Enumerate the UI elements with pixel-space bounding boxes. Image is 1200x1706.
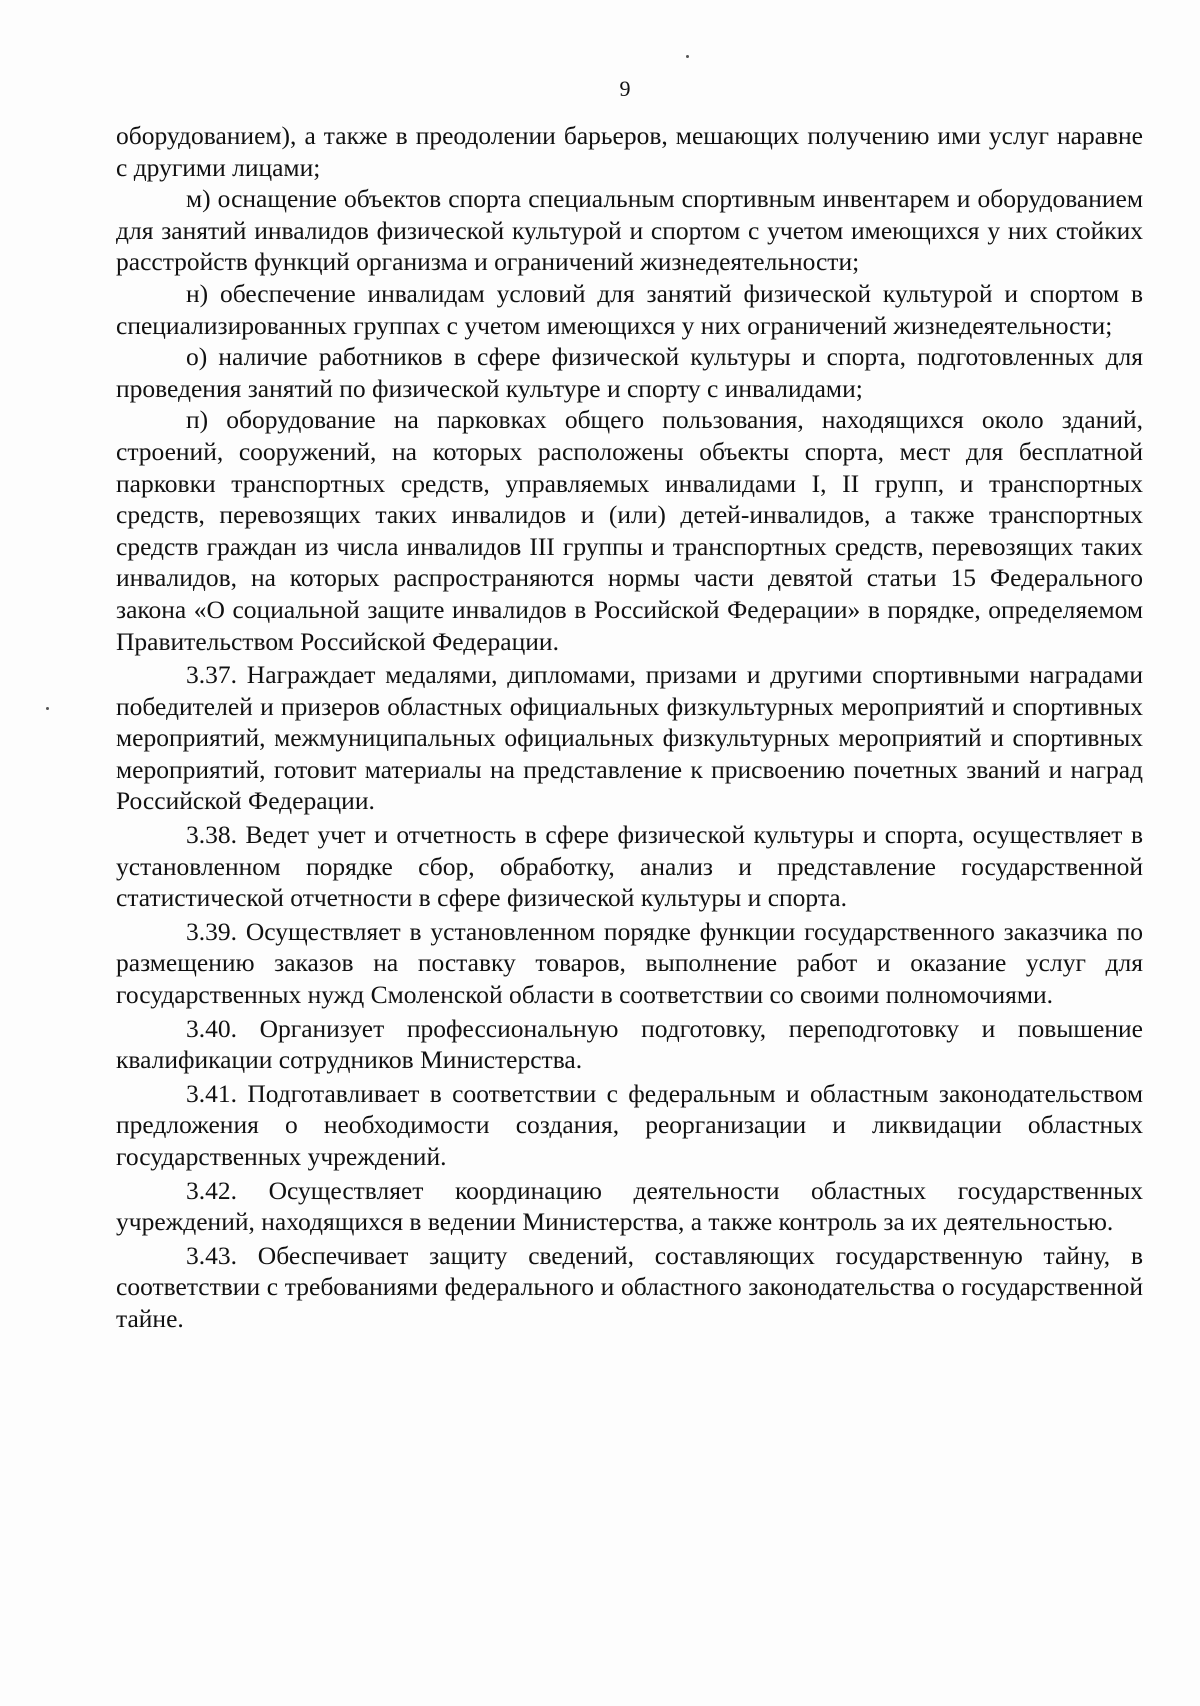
paragraph-item-o: о) наличие работников в сфере физической культуры и спорта, подготовленных для проведения занятий по физической культуре и спорту с инвалидами; — [116, 342, 1143, 403]
paragraph-3-39: 3.39. Осуществляет в установленном порядке функции государственного заказчика по размещению заказов на поставку товаров, выполнение работ и оказание услуг для государственных нужд Смоленской области в соответствии со своими полномочиями. — [116, 916, 1143, 1010]
paragraph-3-40: 3.40. Организует профессиональную подготовку, переподготовку и повышение квалификации сотрудников Министерства. — [116, 1013, 1143, 1075]
document-body — [116, 120, 1143, 1335]
paragraph-item-n: н) обеспечение инвалидам условий для занятий физической культурой и спортом в специализированных группах с учетом имеющихся у них ограничений жизнедеятельности; — [116, 278, 1143, 340]
page-number: 9 — [619, 76, 631, 101]
paragraph-3-42: 3.42. Осуществляет координацию деятельности областных государственных учреждений, находящихся в ведении Министерства, а также контроль за их деятельностью. — [116, 1175, 1143, 1237]
paragraph-item-m: м) оснащение объектов спорта специальным спортивным инвентарем и оборудованием для занятий инвалидов физической культурой и спортом с учетом имеющихся у них стойких расстройств функций организма и ограничений жизнедеятельности; — [116, 184, 1143, 277]
paragraph-item-p: п) оборудование на парковках общего пользования, находящихся около зданий, строений, сооружений, на которых расположены объекты спорта, мест для бесплатной парковки транспортных средств, управляемых инвалидами I, II групп, и транспортных средств, перевозящих таких инвалидов и (или) детей-инвалидов, а также транспортных средств граждан из числа инвалидов III группы и транспортных средств, перевозящих таких инвалидов, на которых распространяются нормы части девятой статьи 15 Федерального закона «О социальной защите инвалидов в Российской Федерации» в порядке, определяемом Правительством Российской Федерации. — [116, 405, 1143, 656]
paragraph: оборудованием), а также в преодолении барьеров, мешающих получению ими услуг наравне с другими лицами; — [116, 121, 1143, 182]
paragraph-3-41: 3.41. Подготавливает в соответствии с федеральным и областным законодательством предложения о необходимости создания, реорганизации и ликвидации областных государственных учреждений. — [116, 1078, 1143, 1171]
paragraph-3-43: 3.43. Обеспечивает защиту сведений, составляющих государственную тайну, в соответствии с требованиями федерального и областного законодательства о государственной тайне. — [116, 1240, 1143, 1333]
paragraph-3-37: 3.37. Награждает медалями, дипломами, призами и другими спортивными наградами победителей и призеров областных официальных физкультурных мероприятий и спортивных мероприятий, межмуниципальных официальных физкультурных мероприятий и спортивных мероприятий, готовит материалы на представление к присвоению почетных званий и наград Российской Федерации. — [116, 660, 1143, 816]
scan-speck — [46, 707, 49, 710]
paragraph-3-38: 3.38. Ведет учет и отчетность в сфере физической культуры и спорта, осуществляет в установленном порядке сбор, обработку, анализ и представление государственной статистической отчетности в сфере физической культуры и спорта. — [116, 820, 1143, 913]
scan-speck — [686, 55, 689, 58]
